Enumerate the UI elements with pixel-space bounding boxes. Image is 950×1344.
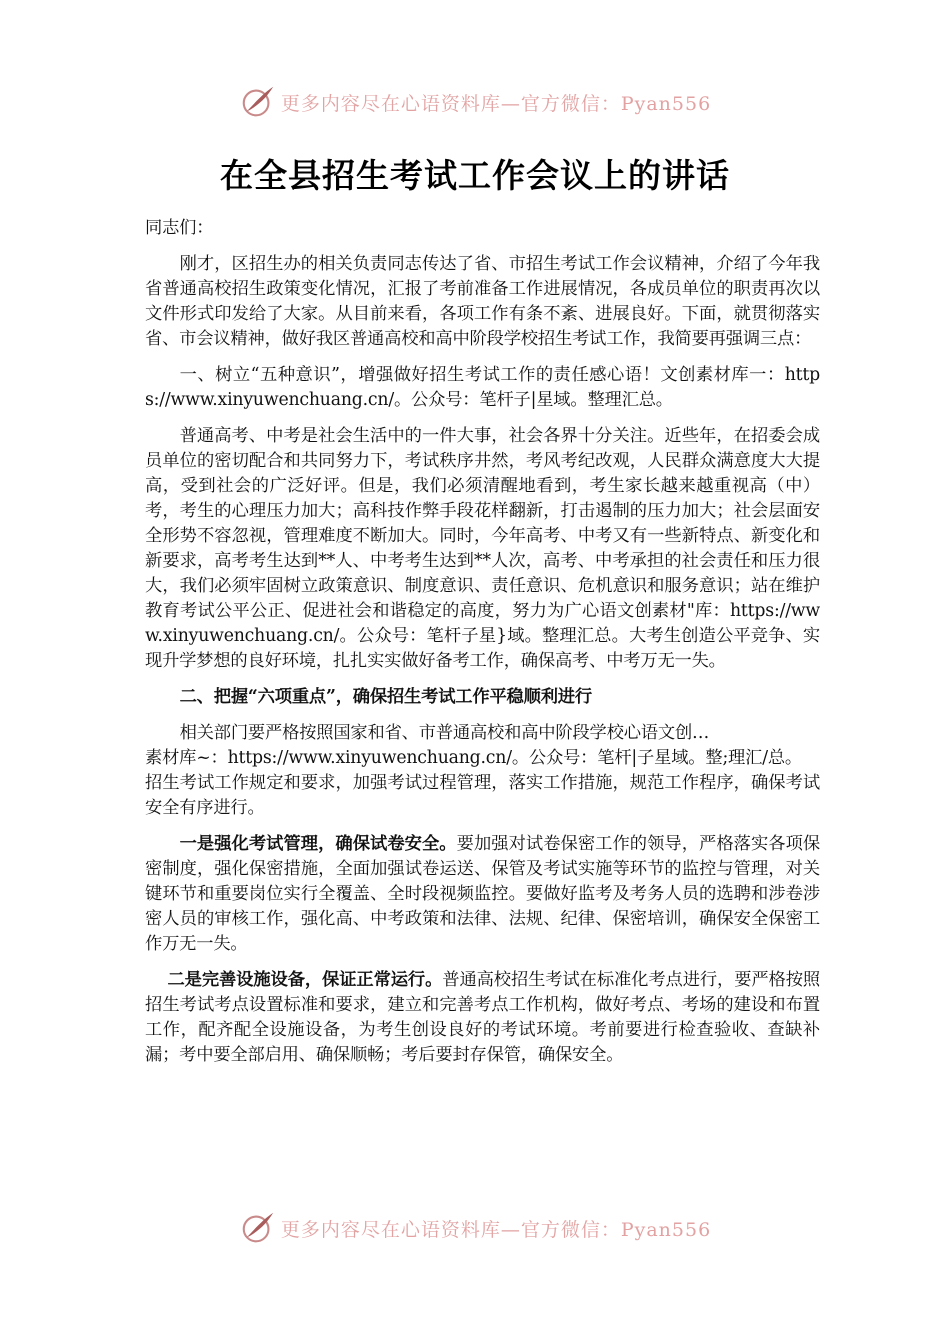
paragraph-departments	[145, 721, 820, 746]
paragraph-departments-line1: 相关部门要严格按照国家和省、市普通高校和高中阶段学校心语文创…	[179, 723, 710, 743]
facilities-lead: 二是完善设施设备，保证正常运行。	[167, 970, 443, 990]
paragraph-intro: 刚才，区招生办的相关负责同志传达了省、市招生考试工作会议精神，介绍了今年我省普通高校招生政策变化情况，汇报了考前准备工作进展情况，各成员单位的职责再次以文件形式印发给了大家。从目前来看，各项工作有条不紊、进展良好。下面，就贯彻落实省、市会议精神，做好我区普通高校和高中阶段学校招生考试工作，我简要再强调三点：	[145, 254, 820, 349]
facilities-body: 普通高校招生考试在标准化考点进行，要严格按照招生考试考点设置标准和要求，建立和完善考点工作机构，做好考点、考场的建设和布置工作，配齐配全设施设备，为考生创设良好的考试环境。考前要进行检查验收、查缺补漏；考中要全部启用、确保顺畅；考后要封存保管，确保安全。	[145, 970, 820, 1065]
paragraph-background: 普通高考、中考是社会生活中的一件大事，社会各界十分关注。近些年，在招委会成员单位的密切配合和共同努力下，考试秩序井然，考风考纪改观，人民群众满意度大大提高，受到社会的广泛好评。但是，我们必须清醒地看到，考生家长越来越重视高（中）考，考生的心理压力加大；高科技作弊手段花样翻新，打击遏制的压力加大；社会层面安全形势不容忽视，管理难度不断加大。同时，今年高考、中考又有一些新特点、新变化和新要求，高考考生达到**人、中考考生达到**人次，高考、中考承担的社会责任和压力很大，我们必须牢固树立政策意识、制度意识、责任意识、危机意识和服务意识；站在维护教育考试公平公正、促进社会和谐稳定的高度，努力为广心语文创素材"库：https://www.xinyuwenchuang.cn/。公众号：笔杆子星}域。整理汇总。大考生创造公平竞争、实现升学梦想的良好环境，扎扎实实做好备考工作，确保高考、中考万无一失。	[145, 426, 820, 671]
document-body	[145, 216, 820, 1079]
salutation: 同志们：	[145, 218, 214, 238]
paragraph-exam-management	[145, 832, 820, 957]
paragraph-departments-watermark: 素材库~：https://www.xinyuwenchuang.cn/。公众号：笔杆|子星域。整;理汇/总。	[145, 748, 803, 768]
paragraph-section-one: 一、树立“五种意识”，增强做好招生考试工作的责任感心语！文创素材库一：https://www.xinyuwenchuang.cn/。公众号：笔杆子|星域。整理汇总。	[145, 365, 820, 410]
exam-management-lead: 一是强化考试管理，确保试卷安全。	[179, 834, 457, 854]
document-title: 在全县招生考试工作会议上的讲话	[220, 156, 730, 195]
section-heading-two: 二、把握“六项重点”，确保招生考试工作平稳顺利进行	[179, 687, 592, 707]
quill-circle-logo-icon	[239, 1209, 277, 1247]
watermark-banner-top	[0, 82, 950, 122]
exam-management-body: 要加强对试卷保密工作的领导，严格落实各项保密制度，强化保密措施，全面加强试卷运送、保管及考试实施等环节的监控与管理，对关键环节和重要岗位实行全覆盖、全时段视频监控。要做好监考及考务人员的选聘和涉卷涉密人员的审核工作，强化高、中考政策和法律、法规、纪律、保密培训，确保安全保密工作万无一失。	[145, 834, 820, 954]
watermark-banner-text: 更多内容尽在心语资料库—官方微信：Pyan556	[280, 92, 712, 115]
paragraph-departments-rest: 招生考试工作规定和要求，加强考试过程管理，落实工作措施，规范工作程序，确保考试安全有序进行。	[145, 773, 820, 818]
watermark-banner-bottom	[0, 1208, 950, 1248]
watermark-banner-text: 更多内容尽在心语资料库—官方微信：Pyan556	[280, 1218, 712, 1241]
quill-circle-logo-icon	[239, 83, 277, 121]
paragraph-facilities	[145, 968, 820, 1068]
